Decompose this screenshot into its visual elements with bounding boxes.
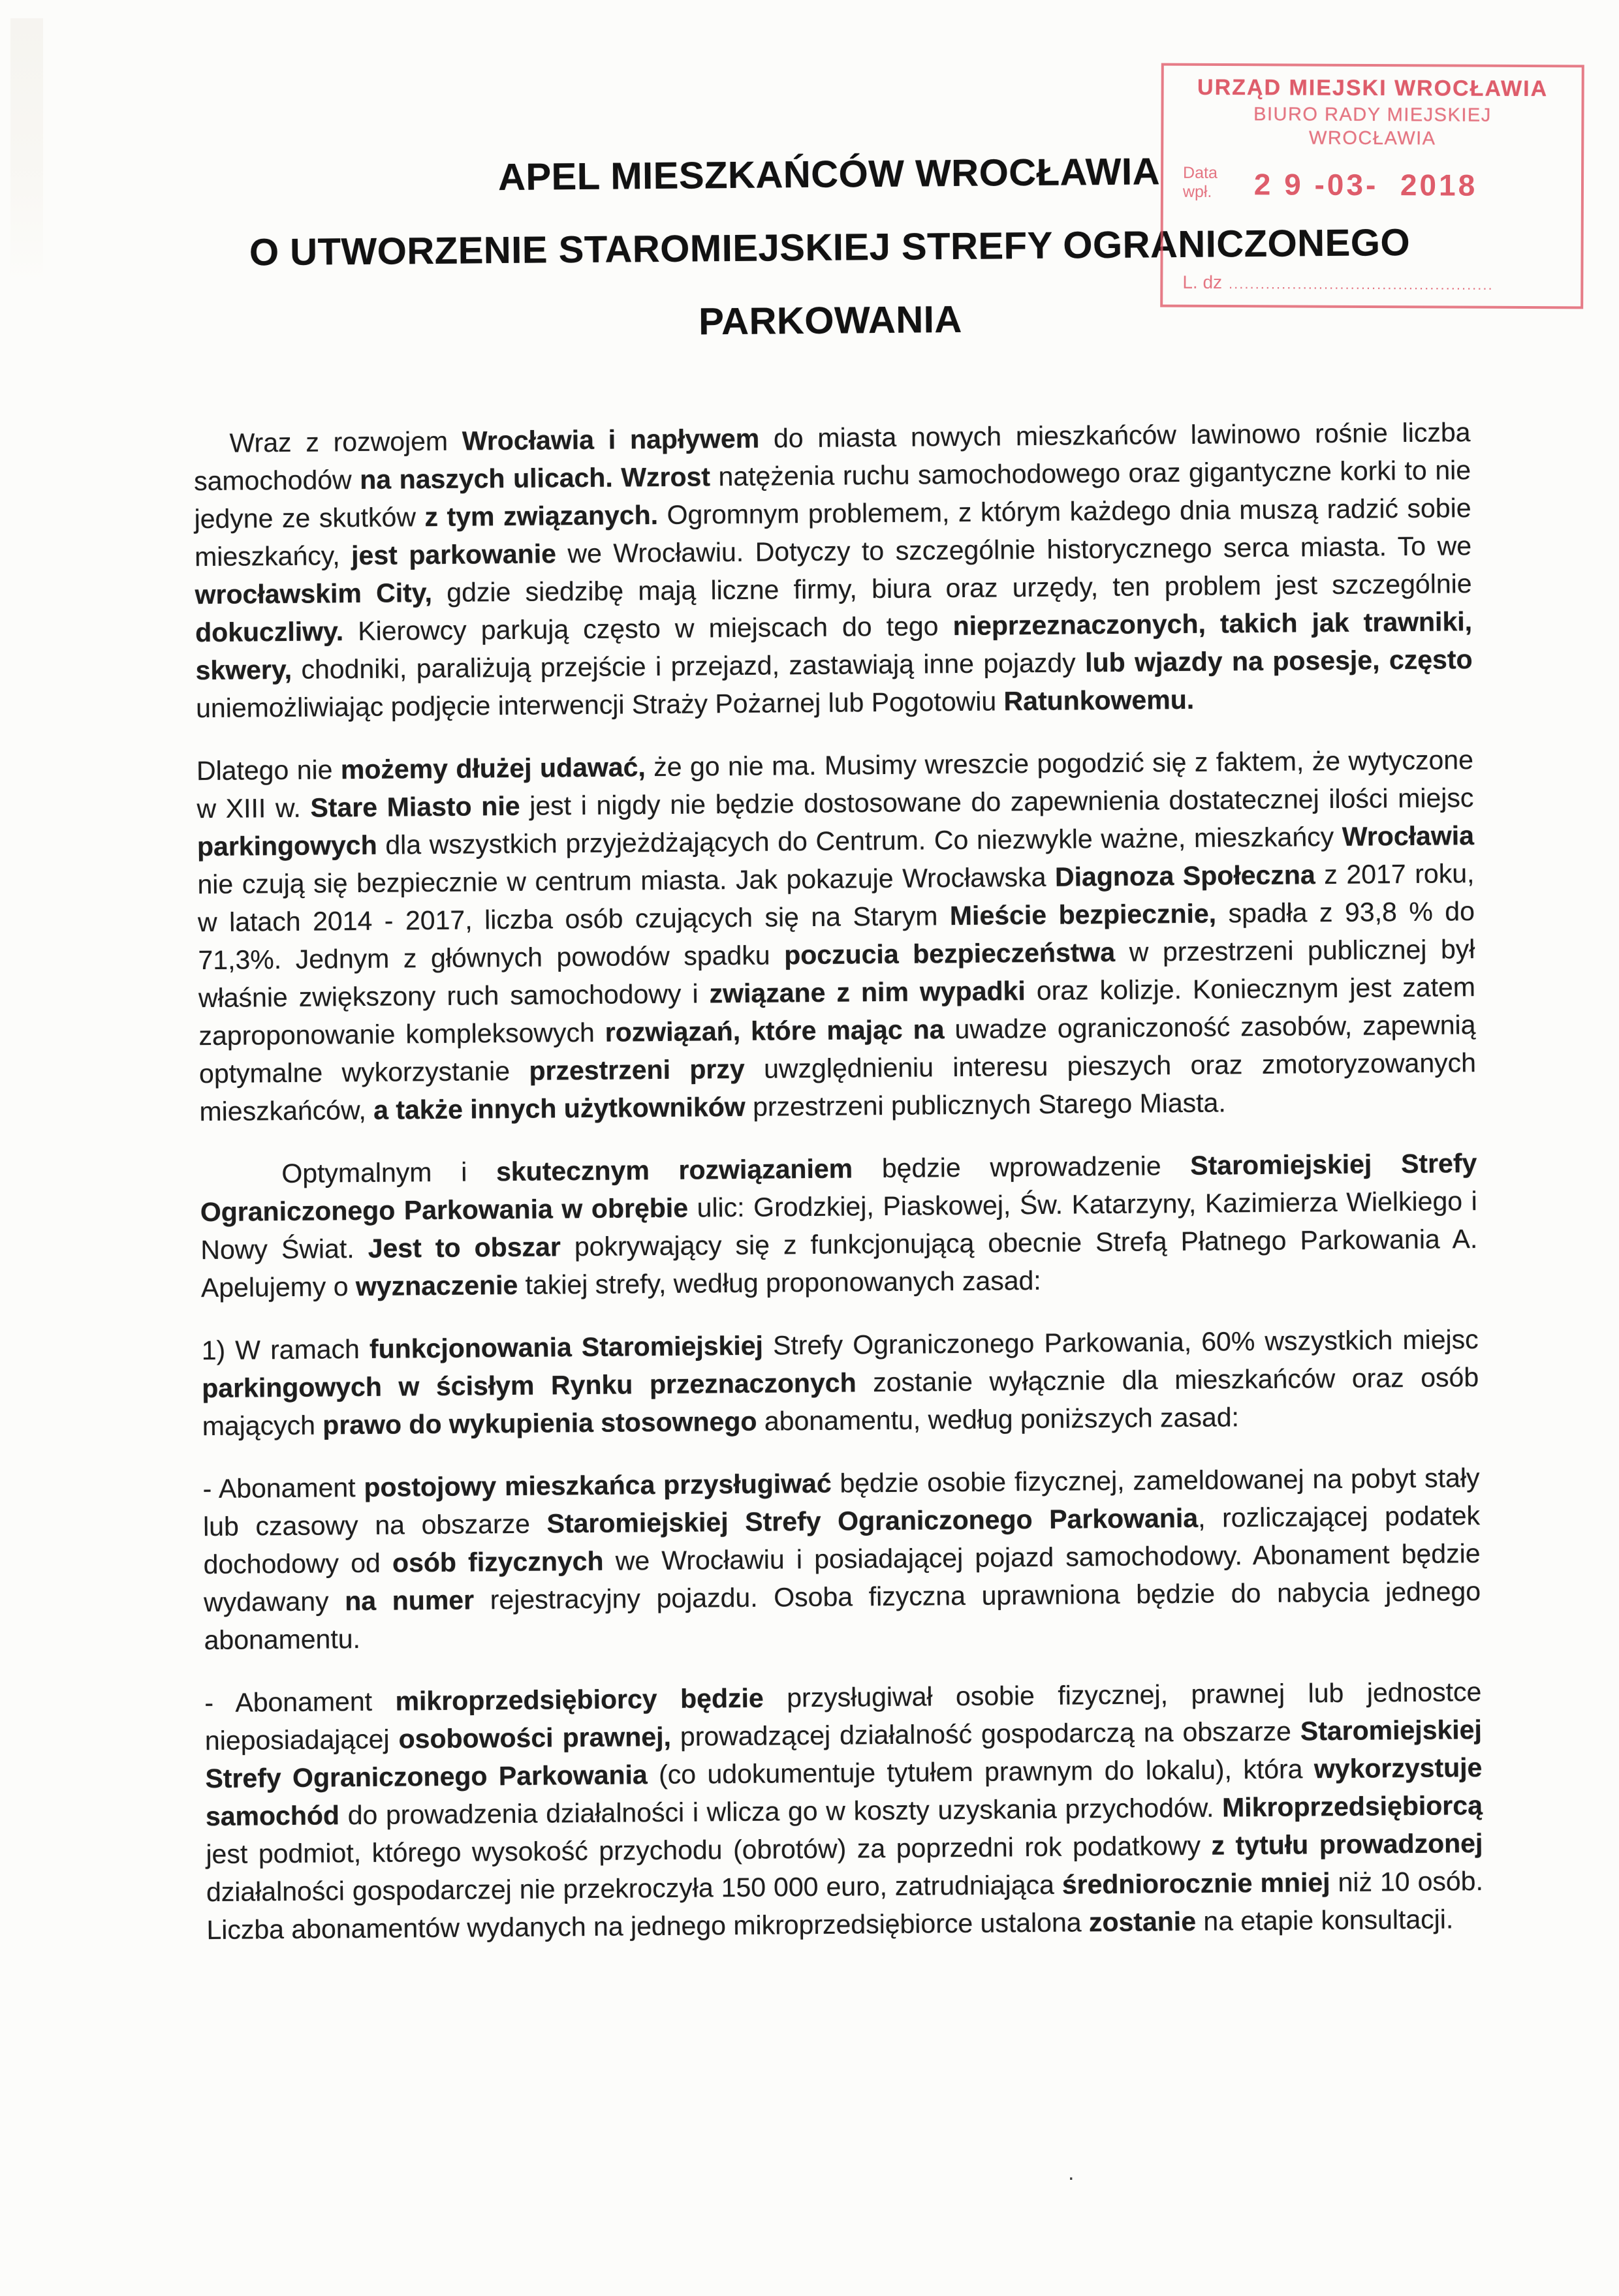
text-segment: będzie wprowadzenie xyxy=(852,1150,1191,1184)
text-segment: dla wszystkich przyjeżdżających do Centrum. Co niezwykle ważne, mieszkańcy xyxy=(377,821,1343,860)
text-segment-bold: wyznaczenie xyxy=(355,1269,518,1302)
title-line-3: PARKOWANIA xyxy=(698,298,962,343)
text-segment: - Abonament xyxy=(204,1686,396,1718)
paragraph xyxy=(200,1144,1478,1307)
text-segment-bold: z tytułu prowadzonej xyxy=(1211,1828,1483,1861)
text-segment: prowadzącej działalność gospodarczą na obszarze xyxy=(670,1716,1301,1752)
text-segment: do miasta nowych mieszkańców lawinowo rośnie liczba samochodów xyxy=(193,417,1471,497)
paragraph xyxy=(196,741,1477,1130)
text-segment-bold: osób fizycznych xyxy=(392,1545,604,1578)
text-segment: uwzględnieniu interesu pieszych oraz zmotoryzowanych mieszkańców, xyxy=(199,1047,1477,1127)
text-segment: (co udokumentuje tytułem prawnym do lokalu), która xyxy=(647,1754,1315,1790)
text-segment-bold: mikroprzedsiębiorcy będzie xyxy=(395,1683,764,1716)
text-segment: Strefy Ograniczonego Parkowania, 60% wszystkich miejsc xyxy=(762,1324,1479,1361)
text-segment: jest i nigdy nie będzie dostosowane do zapewnienia dostatecznej ilości miejsc xyxy=(520,783,1474,821)
document-body xyxy=(193,413,1483,1949)
stamp-office-line2: BIURO RADY MIEJSKIEJ xyxy=(1253,104,1492,126)
text-segment: Ogromnym problemem, z którym każdego dnia muszą radzić sobie mieszkańcy, xyxy=(194,493,1471,572)
text-segment-bold: na naszych ulicach. Wzrost xyxy=(360,461,711,495)
text-segment-bold: Stare Miasto nie xyxy=(310,790,520,823)
text-segment: w przestrzeni publicznej był właśnie zwiększony ruch samochodowy i xyxy=(198,934,1475,1014)
text-segment-bold: Jest to obszar xyxy=(368,1232,561,1264)
text-segment-bold: parkingowych xyxy=(196,830,377,862)
text-segment: oraz kolizje. Koniecznym jest zatem zaproponowanie kompleksowych xyxy=(198,972,1476,1051)
text-segment: przysługiwał osobie fizycznej, prawnej lub jednostce nieposiadającej xyxy=(204,1677,1482,1756)
text-segment-bold: wykorzystuje samochód xyxy=(205,1752,1483,1832)
text-segment-bold: nieprzeznaczonych, takich jak trawniki, skwery, xyxy=(195,606,1473,686)
text-segment-bold: parkingowych w ścisłym Rynku przeznaczonych xyxy=(202,1367,857,1404)
text-segment-bold: postojowy mieszkańca przysługiwać xyxy=(364,1468,832,1502)
text-segment-bold: prawo do wykupienia stosownego xyxy=(322,1406,757,1440)
stamp-date-label xyxy=(1183,164,1218,202)
text-segment-bold: zostanie xyxy=(1088,1906,1197,1938)
text-segment: do prowadzenia działalności i wlicza go w koszty uzyskania przychodów. xyxy=(339,1792,1223,1831)
text-segment-bold: Mikroprzedsiębiorcą xyxy=(1221,1790,1483,1823)
text-segment: jest podmiot, którego wysokość przychodu (obrotów) za poprzedni rok podatkowy xyxy=(206,1830,1212,1870)
text-segment: Kierowcy parkują często w miejscach do tego xyxy=(343,611,953,647)
title-line-1: APEL MIESZKAŃCÓW WROCŁAWIA xyxy=(497,150,1161,199)
text-segment: rejestracyjny pojazdu. Osoba fizyczna uprawniona będzie do nabycia jednego abonamentu. xyxy=(204,1576,1481,1656)
text-segment-bold: jest parkowanie xyxy=(351,538,557,571)
text-segment: uniemożliwiając podjęcie interwencji Straży Pożarnej lub Pogotowiu xyxy=(195,686,1004,724)
text-segment: we Wrocławiu i posiadającej pojazd samochodowy. Abonament będzie wydawany xyxy=(203,1538,1481,1618)
text-segment-bold: dokuczliwy. xyxy=(195,616,344,648)
text-segment: natężenia ruchu samochodowego oraz gigantyczne korki to nie jedyne ze skutków xyxy=(194,455,1471,535)
text-segment: we Wrocławiu. Dotyczy to szczególnie historycznego serca miasta. To we xyxy=(556,531,1472,569)
text-segment: Optymalnym i xyxy=(281,1156,497,1189)
stamp-office-line3: WROCŁAWIA xyxy=(1308,127,1436,149)
text-segment-bold: Ratunkowemu. xyxy=(1003,684,1195,717)
text-segment-bold: Staromiejskiej Strefy Ograniczonego Parkowania xyxy=(205,1714,1483,1794)
stray-mark: . xyxy=(1068,2160,1075,2185)
text-segment-bold: Wrocławia i napływem xyxy=(462,423,760,456)
text-segment: abonamentu, według poniższych zasad: xyxy=(757,1402,1240,1436)
text-segment: zostanie wyłącznie dla mieszkańców oraz osób mających xyxy=(202,1362,1479,1442)
text-segment-bold: Mieście bezpiecznie, xyxy=(949,898,1217,931)
stamp-date-row xyxy=(1183,164,1477,203)
text-segment-bold: lub wjazdy na posesje, często xyxy=(1084,644,1473,678)
text-segment: będzie osobie fizycznej, zameldowanej na pobyt stały lub czasowy na obszarze xyxy=(202,1463,1480,1542)
text-segment-bold: możemy dłużej udawać, xyxy=(340,752,646,785)
text-segment-bold: Staromiejskiej Strefy Ograniczonego Parkowania xyxy=(546,1502,1199,1539)
text-segment-bold: z tym związanych. xyxy=(424,499,659,533)
text-segment-bold: funkcjonowania Staromiejskiej xyxy=(369,1330,764,1364)
text-segment: Wraz z rozwojem xyxy=(229,426,463,458)
paragraph xyxy=(201,1320,1479,1445)
text-segment-bold: a także innych użytkowników xyxy=(373,1091,746,1125)
text-segment-bold: średniorocznie mniej xyxy=(1061,1867,1330,1900)
stamp-date-label-top: Data xyxy=(1183,163,1218,182)
intake-stamp xyxy=(1160,63,1584,309)
text-segment: na etapie konsultacji. xyxy=(1195,1904,1454,1936)
text-segment: przestrzeni publicznych Starego Miasta. xyxy=(745,1087,1226,1122)
stamp-ref-dots: .................................................. xyxy=(1228,275,1494,293)
title-line-2: O UTWORZENIE STAROMIEJSKIEJ STREFY OGRANICZONEGO xyxy=(249,221,1411,274)
text-segment-bold: rozwiązań, które mając na xyxy=(605,1014,945,1047)
text-segment-bold: Wrocławia xyxy=(1342,820,1475,852)
stamp-ref-label: L. dz xyxy=(1182,271,1223,292)
text-segment: takiej strefy, według proponowanych zasad: xyxy=(518,1265,1041,1300)
text-segment: spadła z 93,8 % do 71,3%. Jednym z głównych powodów spadku xyxy=(198,896,1475,976)
text-segment: ulic: Grodzkiej, Piaskowej, Św. Katarzyny, Kazimierza Wielkiego i Nowy Świat. xyxy=(200,1186,1478,1265)
paragraph xyxy=(202,1459,1481,1659)
text-segment-bold: Staromiejskiej Strefy Ograniczonego Parkowania w obrębie xyxy=(200,1148,1477,1228)
stamp-date-label-bottom: wpł. xyxy=(1182,182,1212,201)
text-segment-bold: osobowości prawnej, xyxy=(398,1721,672,1754)
text-segment: że go nie ma. Musimy wreszcie pogodzić się z faktem, że wytyczone w XIII w. xyxy=(196,745,1474,824)
text-segment: 1) W ramach xyxy=(201,1333,370,1366)
stamp-ref-row xyxy=(1182,272,1493,294)
text-segment-bold: poczucia bezpieczeństwa xyxy=(784,937,1116,970)
text-segment: - Abonament xyxy=(202,1472,364,1504)
text-segment: Dlatego nie xyxy=(196,754,341,786)
paragraph xyxy=(193,413,1473,727)
text-segment: niż 10 osób. Liczba abonamentów wydanych na jednego mikroprzedsiębiorce ustalona xyxy=(206,1866,1484,1946)
text-segment-bold: Diagnoza Społeczna xyxy=(1054,860,1315,892)
text-segment: nie czują się bezpiecznie w centrum miasta. Jak pokazuje Wrocławska xyxy=(197,861,1056,900)
stamp-date-value: 2 9 -03- 2018 xyxy=(1253,167,1478,202)
text-segment-bold: na numer xyxy=(345,1585,475,1617)
stamp-office-line1: URZĄD MIEJSKI WROCŁAWIA xyxy=(1197,74,1548,102)
text-segment: , rozliczającej podatek dochodowy od xyxy=(203,1500,1481,1580)
text-segment: działalności gospodarczej nie przekroczyła 150 000 euro, zatrudniająca xyxy=(206,1869,1063,1908)
stamp-office-block xyxy=(1163,75,1581,151)
text-segment-bold: wrocławskim City, xyxy=(195,578,433,610)
text-segment: uwadze ograniczoność zasobów, zapewnią optymalne wykorzystanie xyxy=(198,1010,1476,1089)
text-segment: pokrywający się z funkcjonującą obecnie Strefą Płatnego Parkowania A. Apelujemy o xyxy=(200,1224,1478,1303)
paragraph xyxy=(204,1673,1483,1949)
text-segment: z 2017 roku, w latach 2014 - 2017, liczba osób czujących się na Starym xyxy=(197,858,1475,938)
text-segment: gdzie siedzibę mają liczne firmy, biura oraz urzędy, ten problem jest szczególnie xyxy=(432,568,1472,608)
text-segment-bold: przestrzeni przy xyxy=(529,1053,745,1086)
text-segment: chodniki, paraliżują przejście i przejazd, zastawiają inne pojazdy xyxy=(291,647,1086,685)
text-segment-bold: związane z nim wypadki xyxy=(709,976,1026,1009)
text-segment-bold: skutecznym rozwiązaniem xyxy=(495,1153,853,1187)
